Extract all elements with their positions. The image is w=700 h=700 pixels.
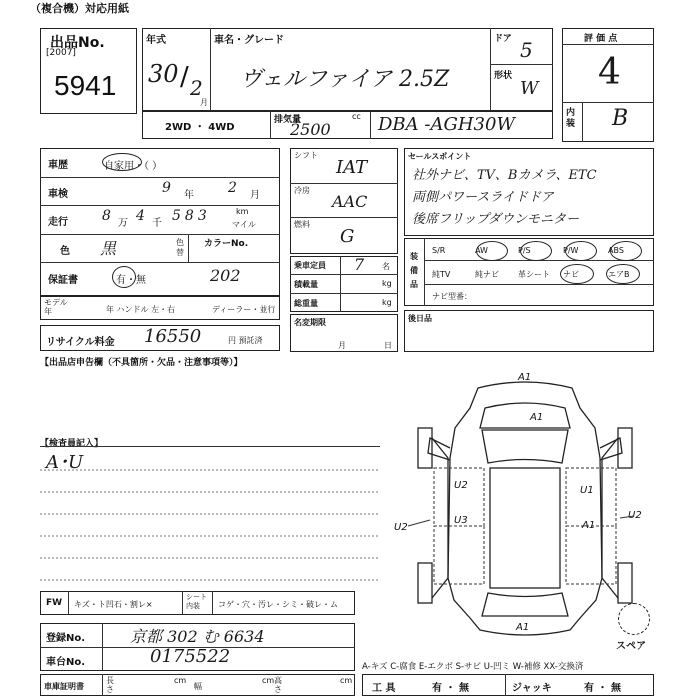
shareki-label: 車歴 (48, 160, 68, 171)
equipment-option-row2: エアB (608, 270, 630, 279)
capacity-value: 7 (354, 255, 365, 274)
meigi-label: 名変期限 (294, 318, 326, 327)
seat-label: シート内装 (186, 593, 207, 610)
left-front-tire (418, 428, 432, 468)
fuel-value: G (340, 226, 355, 247)
teiin-label: 乗車定員 (294, 261, 326, 270)
report-label: 【出品店申告欄（不具箇所・欠品・注意事項等）】 (40, 358, 243, 368)
atohin-box (404, 310, 654, 352)
shaken-month-unit: 月 (250, 190, 260, 201)
jack-label: ジャッキ (512, 683, 552, 694)
sales-line3: 後席フリップダウンモニター (412, 212, 580, 227)
hosho-value: 有・無 (116, 275, 146, 286)
cm3-unit: cm (340, 676, 353, 685)
name-grade: ヴェルファイア 2.5Z (240, 67, 450, 92)
mileage-man: 8 (102, 208, 111, 224)
haikiryo-label: 排気量 (274, 115, 302, 125)
mileage-rest: 583 (172, 208, 211, 224)
selected-option-circle (560, 264, 594, 284)
damage-a1-bottom: A1 (516, 622, 530, 633)
selected-option-circle (520, 241, 552, 261)
shift-value: IAT (336, 157, 368, 178)
equipment-option-row2: 革シート (518, 270, 550, 279)
jack-value: 有 ・ 無 (584, 683, 621, 694)
kg2-unit: kg (382, 298, 392, 307)
sen-unit: 千 (152, 218, 162, 229)
kogu-label: 工 具 (372, 683, 396, 694)
reibo-label: 冷房 (294, 186, 310, 195)
cm1-unit: cm (174, 676, 187, 685)
naga-label: 長さ (106, 676, 114, 694)
inspector-lines (40, 450, 385, 590)
recycle-label: リサイクル料金 (46, 337, 115, 348)
mile-unit: マイル (232, 220, 256, 229)
fw-label: FW (46, 598, 63, 608)
color-no-value: 202 (210, 266, 241, 285)
spare-label: スペア (616, 641, 646, 652)
mei-unit: 名 (382, 262, 390, 271)
equipment-option-row1: AW (475, 246, 488, 255)
recycle-value: 16550 (144, 326, 202, 347)
plate-value: 京都 302 む 6634 (130, 627, 265, 646)
selected-option-circle (476, 241, 508, 261)
interior-value: B (612, 106, 629, 131)
shuppin-label: 出品No. (50, 35, 105, 51)
equipment-option-row2: ナビ (563, 270, 579, 279)
lot-number: 5941 (54, 70, 117, 101)
fw-items: キズ・ト凹石・割レ× (74, 600, 153, 609)
equipment-option-row2: 純TV (432, 270, 451, 279)
color-no-label: カラーNo. (204, 239, 249, 249)
nenryo-label: 燃料 (294, 220, 310, 229)
damage-u2-lf: U2 (454, 480, 468, 491)
color-change-label: 色替 (176, 238, 184, 257)
equipment-label: 装備品 (410, 252, 418, 289)
kogu-value: 有 ・ 無 (432, 683, 469, 694)
chassis-value: 0175522 (150, 646, 231, 667)
month-unit: 月 (200, 98, 208, 107)
door-label: ドア (494, 34, 512, 44)
toroku-label: 登録No. (46, 633, 86, 644)
damage-legend: A-キズ C-腐食 E-エクボ S-サビ U-凹ミ W-補修 XX-交換済 (362, 662, 584, 672)
sales-line1: 社外ナビ、TV、Bカメラ、ETC (412, 168, 597, 183)
cm2-unit: cm (262, 676, 275, 685)
doors-value: 5 (520, 38, 533, 62)
windshield (482, 430, 568, 463)
km-unit: km (236, 207, 249, 216)
inspector-note: A･U (46, 452, 84, 473)
equipment-option-row2: 純ナビ (475, 270, 499, 279)
equipment-option-row1: P/S (518, 246, 531, 255)
sojuryo-label: 総重量 (294, 299, 318, 308)
spare-tire-icon (618, 603, 650, 635)
aircon-value: AAC (332, 192, 368, 211)
dealer-label: ディーラー・並行 (212, 305, 276, 314)
shaken-month: 2 (228, 180, 237, 196)
mileage-sen: 4 (136, 208, 145, 224)
color-value: 黒 (100, 239, 117, 258)
right-front-tire (618, 428, 632, 468)
haba-label: 幅 (194, 682, 202, 691)
drive-label: 2WD ・ 4WD (165, 122, 235, 133)
door-rr (566, 526, 616, 584)
keijo-label: 形状 (494, 71, 513, 81)
damage-u3-lr: U3 (454, 515, 468, 526)
damage-u2-right: U2 (628, 510, 642, 521)
equipment-option-row1: P/W (563, 246, 579, 255)
hosho-label: 保証書 (48, 275, 78, 286)
door-rf (566, 468, 616, 526)
cc-unit: cc (352, 112, 361, 121)
equipment-option-row1: S/R (432, 246, 446, 255)
score-value: 4 (598, 52, 621, 93)
shaken-label: 車検 (48, 189, 68, 200)
month-value: 2 (190, 76, 203, 100)
handle-label: 年 ハンドル 左・右 (106, 305, 176, 314)
model-year-label: モデル年 (44, 298, 68, 316)
rear-glass (482, 593, 568, 616)
selected-option-circle (610, 241, 642, 261)
roof-panel (490, 468, 560, 588)
iro-label: 色 (60, 246, 70, 257)
form-title: （複合機）対応用紙 (30, 2, 129, 15)
model-code: DBA -AGH30W (378, 114, 515, 135)
shaken-year: 9 (162, 180, 171, 196)
yen-label: 円 預託済 (228, 336, 263, 345)
front-roof-line (480, 403, 570, 428)
left-rear-tire (418, 563, 432, 603)
shape-value: W (520, 78, 539, 99)
nen-unit: 年 (184, 190, 194, 201)
shamei-label: 車名・グレード (214, 35, 284, 46)
takasa-label: 高さ (274, 676, 282, 694)
kg1-unit: kg (382, 279, 392, 288)
soko-label: 走行 (48, 217, 68, 228)
inspector-label: 【検査員記入】 (40, 439, 104, 449)
damage-a1-rr: A1 (582, 520, 596, 531)
right-rear-tire (618, 563, 632, 603)
equipment-option-row1: ABS (608, 246, 624, 255)
naiso-label: 内装 (566, 108, 576, 129)
navi-label: ナビ型番： (432, 292, 472, 301)
shomei-label: 車庫証明書 (44, 682, 84, 691)
year-value: 30 (148, 60, 179, 88)
damage-u2-left: U2 (394, 522, 408, 533)
door-lr (434, 526, 484, 584)
sales-line2: 両側パワースライドドア (412, 190, 554, 205)
shift-label: シフト (294, 151, 318, 160)
man-unit: 万 (118, 218, 128, 229)
atohin-label: 後日品 (408, 314, 432, 323)
selected-option-circle (565, 241, 597, 261)
nenshiki-label: 年式 (146, 35, 166, 46)
hyoka-label: 評 価 点 (584, 34, 618, 44)
damage-a1-hood: A1 (530, 412, 544, 423)
selected-option-circle (606, 264, 640, 284)
damage-a1-top: A1 (518, 372, 532, 383)
chassis-label: 車台No. (46, 657, 86, 668)
meigi-day-unit: 日 (384, 341, 392, 350)
sekisai-label: 積載量 (294, 280, 318, 289)
seat-items: コゲ・穴・汚レ・シミ・破レ・ム (218, 600, 338, 609)
damage-u1-rf: U1 (580, 485, 594, 496)
sales-label: セールスポイント (408, 152, 472, 161)
meigi-month-unit: 月 (338, 341, 346, 350)
displacement-value: 2500 (290, 120, 331, 139)
year-tag: [2007] (46, 48, 76, 58)
shareki-value: 自家用・（ ） (104, 161, 163, 172)
